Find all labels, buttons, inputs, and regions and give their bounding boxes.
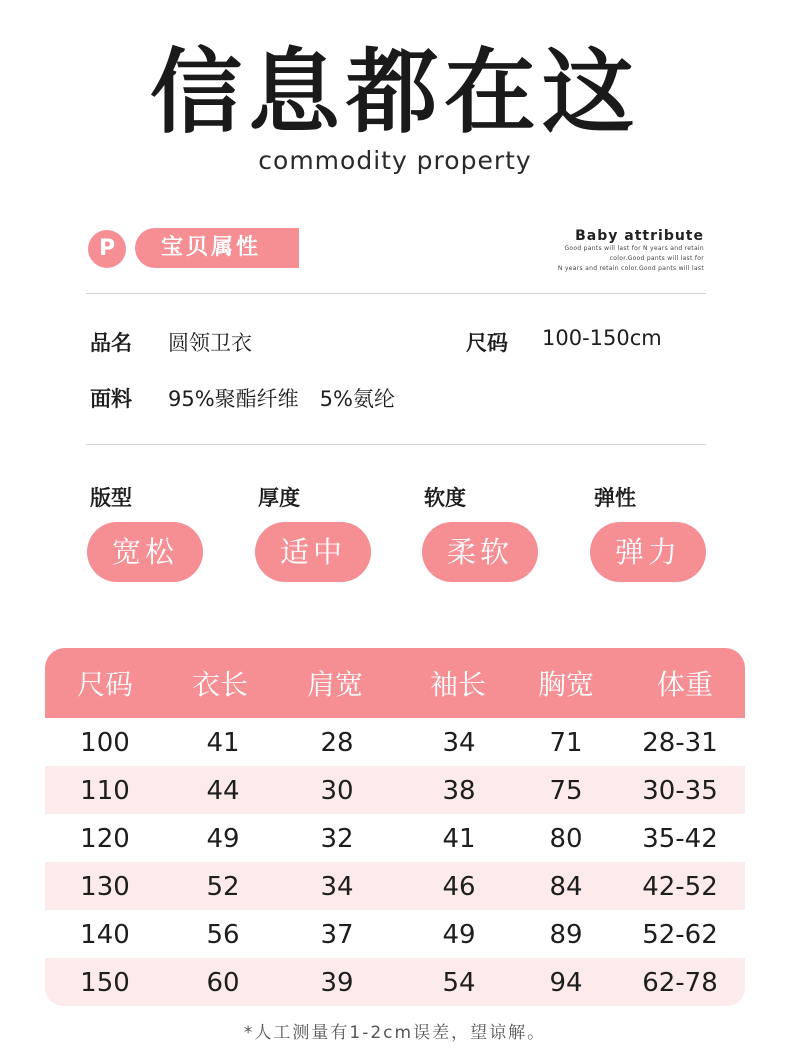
prop-label-elasticity: 弹性 (594, 486, 636, 510)
cell: 100 (80, 728, 130, 758)
cell: 34 (320, 872, 354, 902)
size-value: 100-150cm (542, 326, 662, 350)
cell: 28-31 (642, 728, 718, 758)
baby-attribute-title: Baby attribute (575, 228, 704, 244)
cell: 56 (206, 920, 240, 950)
table-row (45, 862, 745, 910)
cell: 140 (80, 920, 130, 950)
header-size: 尺码 (76, 668, 133, 701)
page-subtitle: commodity property (258, 146, 532, 175)
cell: 42-52 (642, 872, 718, 902)
cell: 32 (320, 824, 354, 854)
baby-attribute-line: Good pants will last for N years and retain (564, 245, 704, 252)
name-value: 圆领卫衣 (168, 331, 252, 355)
cell: 71 (549, 728, 583, 758)
cell: 60 (206, 968, 240, 998)
cell: 52 (206, 872, 240, 902)
section-label: 宝贝属性 (135, 228, 299, 268)
header-chest: 胸宽 (537, 668, 594, 701)
cell: 62-78 (642, 968, 718, 998)
p-badge-icon: P (88, 230, 126, 268)
prop-label-fit: 版型 (90, 486, 132, 510)
cell: 75 (549, 776, 583, 806)
cell: 35-42 (642, 824, 718, 854)
cell: 49 (442, 920, 476, 950)
cell: 37 (320, 920, 354, 950)
cell: 30-35 (642, 776, 718, 806)
prop-label-softness: 软度 (424, 486, 466, 510)
divider-top (86, 293, 706, 294)
cell: 39 (320, 968, 354, 998)
prop-value-softness: 柔软 (422, 522, 538, 582)
table-row (45, 958, 745, 1006)
cell: 38 (442, 776, 476, 806)
cell: 110 (80, 776, 130, 806)
cell: 150 (80, 968, 130, 998)
cell: 52-62 (642, 920, 718, 950)
prop-value-elasticity: 弹力 (590, 522, 706, 582)
cell: 89 (549, 920, 583, 950)
cell: 54 (442, 968, 476, 998)
header-sleeve: 袖长 (429, 668, 486, 701)
table-row (45, 718, 745, 766)
page-title: 信息都在这 (149, 39, 640, 146)
size-table-header (45, 648, 745, 718)
cell: 94 (549, 968, 583, 998)
size-label: 尺码 (466, 331, 508, 355)
baby-attribute-line: color.Good pants will last for (609, 255, 704, 262)
table-row (45, 766, 745, 814)
prop-value-fit: 宽松 (87, 522, 203, 582)
cell: 46 (442, 872, 476, 902)
table-row (45, 814, 745, 862)
footnote: *人工测量有1-2cm误差，望谅解。 (243, 1023, 547, 1043)
cell: 84 (549, 872, 583, 902)
cell: 41 (442, 824, 476, 854)
cell: 120 (80, 824, 130, 854)
fabric-label: 面料 (90, 387, 132, 411)
cell: 49 (206, 824, 240, 854)
size-table (45, 648, 745, 1002)
table-row (45, 910, 745, 958)
cell: 80 (549, 824, 583, 854)
prop-label-thickness: 厚度 (258, 486, 300, 510)
cell: 130 (80, 872, 130, 902)
header-shoulder: 肩宽 (306, 668, 363, 701)
cell: 28 (320, 728, 354, 758)
baby-attribute-block (558, 228, 704, 274)
fabric-value: 95%聚酯纤维 5%氨纶 (168, 387, 395, 411)
cell: 30 (320, 776, 354, 806)
header-weight: 体重 (656, 668, 713, 701)
header-length: 衣长 (191, 668, 248, 701)
cell: 41 (206, 728, 240, 758)
baby-attribute-line: N years and retain color.Good pants will last (557, 265, 704, 272)
prop-value-thickness: 适中 (255, 522, 371, 582)
cell: 34 (442, 728, 476, 758)
name-label: 品名 (90, 331, 132, 355)
divider-bottom (86, 444, 706, 445)
cell: 44 (206, 776, 240, 806)
